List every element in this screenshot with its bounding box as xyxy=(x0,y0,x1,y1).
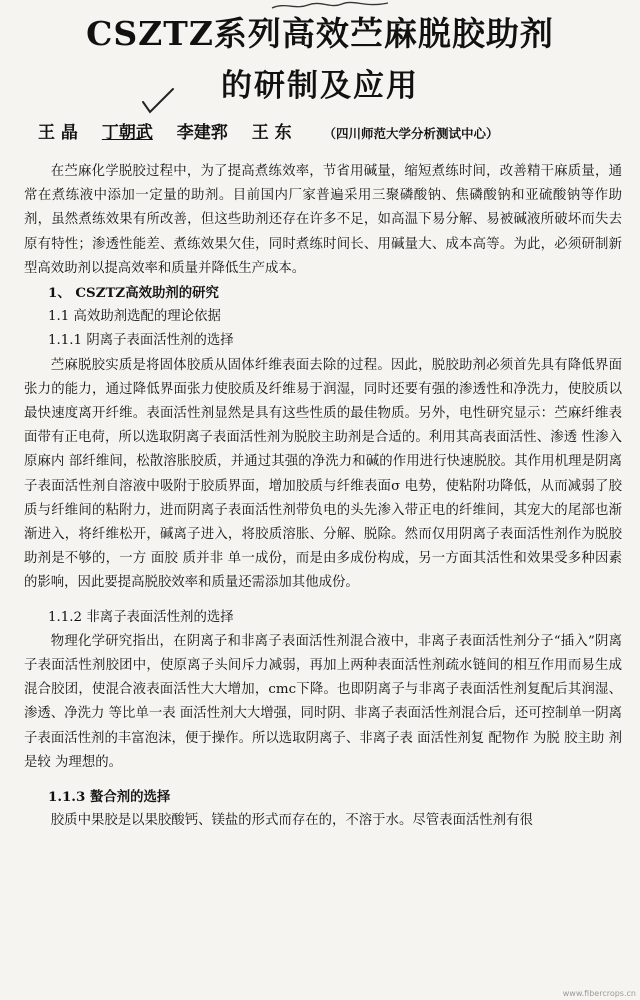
paragraph-gap xyxy=(24,596,622,606)
section-heading-1: 1、 CSZTZ高效助剂的研究 xyxy=(48,285,219,302)
section-heading-1-1: 1.1 高效助剂选配的理论依据 xyxy=(48,309,221,325)
abstract-paragraph: 在苎麻化学脱胶过程中，为了提高煮练效率，节省用碱量，缩短煮练时间，改善精干麻质量，通常在煮练液中添加一定量的助剂。目前国内厂家普遍采用三聚磷酸钠、焦磷酸钠和亚硫酸钠等作助剂，虽然煮练效果有所改善，但这些助剂还存在许多不足，如高温下易分解、易被碱液所破坏而失去原有特性；渗透性能差、煮练效果欠佳，同时煮练时间长、用碱量大、成本高等。为此，必须研制新型高效助剂以提高效率和质量并降低生产成本。 xyxy=(24,164,622,276)
title-line-1: CSZTZ系列高效苎麻脱胶助剂 xyxy=(86,14,554,53)
author-line xyxy=(38,118,628,143)
handwritten-checkmark xyxy=(140,86,176,116)
body-paragraph: 胶质中果胶是以果胶酸钙、镁盐的形式而存在的，不溶于水。尽管表面活性剂有很 xyxy=(50,813,533,829)
title-line-2: 的研制及应用 xyxy=(221,68,419,104)
section-heading-1-1-1: 1.1.1 阴离子表面活性剂的选择 xyxy=(48,333,234,349)
body-paragraph: 苎麻脱胶实质是将固体胶质从固体纤维表面去除的过程。因此，脱胶助剂必须首先具有降低界面张力的能力，通过降低界面张力使胶质及纤维易于润湿，同时还要有强的渗透性和净洗力，使胶质以最快速度离开纤维。表面活性剂显然是具有这些性质的最佳物质。另外，电性研究显示：苎麻纤维表面带有正电荷，所以选取阴离子表面活性剂为脱胶主助剂是合适的。利用其高表面活性、渗透 性渗入原麻内 部纤维间，松散溶胀胶质，并通过其强的净洗力和碱的作用进行快速脱胶。其作用机理是阴离子表面活性剂自溶液中吸附于胶质界面，增加胶质与纤维表面σ 电势，使粘附功降低，从而减弱了胶质与纤维间的粘附力，进而阴离子表面活性剂带负电的头先渗入带正电的纤维间，其宠大的尾部也渐渐进入，将纤维松开，碱离子进入，将胶质溶胀、分解、脱除。然而仅用阴离子表面活性剂作为脱胶助剂是不够的，一方 面胶 质并非 单一成份，而是由多成份构成，另一方面其活性和效果受多种因素的影响，因此要提高脱胶效率和质量还需添加其他成份。 xyxy=(24,357,622,591)
section-heading-1-1-3: 1.1.3 螯合剂的选择 xyxy=(48,789,171,806)
site-watermark: www.fibercrops.cn xyxy=(562,989,636,998)
article-body xyxy=(24,160,622,833)
author-affiliation: （四川师范大学分析测试中心） xyxy=(323,126,499,141)
section-heading-1-1-2: 1.1.2 非离子表面活性剂的选择 xyxy=(48,609,234,625)
author-name: 丁朝武 xyxy=(101,123,153,143)
paragraph-gap xyxy=(24,775,622,785)
author-name: 王 晶 xyxy=(38,123,78,143)
author-name: 李建郛 xyxy=(176,123,228,143)
author-name: 王 东 xyxy=(251,123,292,143)
body-paragraph: 物理化学研究指出，在阴离子和非离子表面活性剂混合液中，非离子表面活性剂分子“插入”阴离子表面活性剂胶团中，使原离子头间斥力减弱，再加上两种表面活性剂疏水链间的相互作用而易生成混合胶团，使混合液表面活性大大增加，cmc下降。也即阴离子与非离子表面活性剂复配后其润湿、渗透、净洗力 等比单一表 面活性剂大大增强，同时阴、非离子表面活性剂混合后，还可控制单一阴离子表面活性剂的丰富泡沫，便于操作。所以选取阴离子、非离子表 面活性剂复 配物作 为脱 胶主助 剂是较 为理想的。 xyxy=(24,633,622,770)
